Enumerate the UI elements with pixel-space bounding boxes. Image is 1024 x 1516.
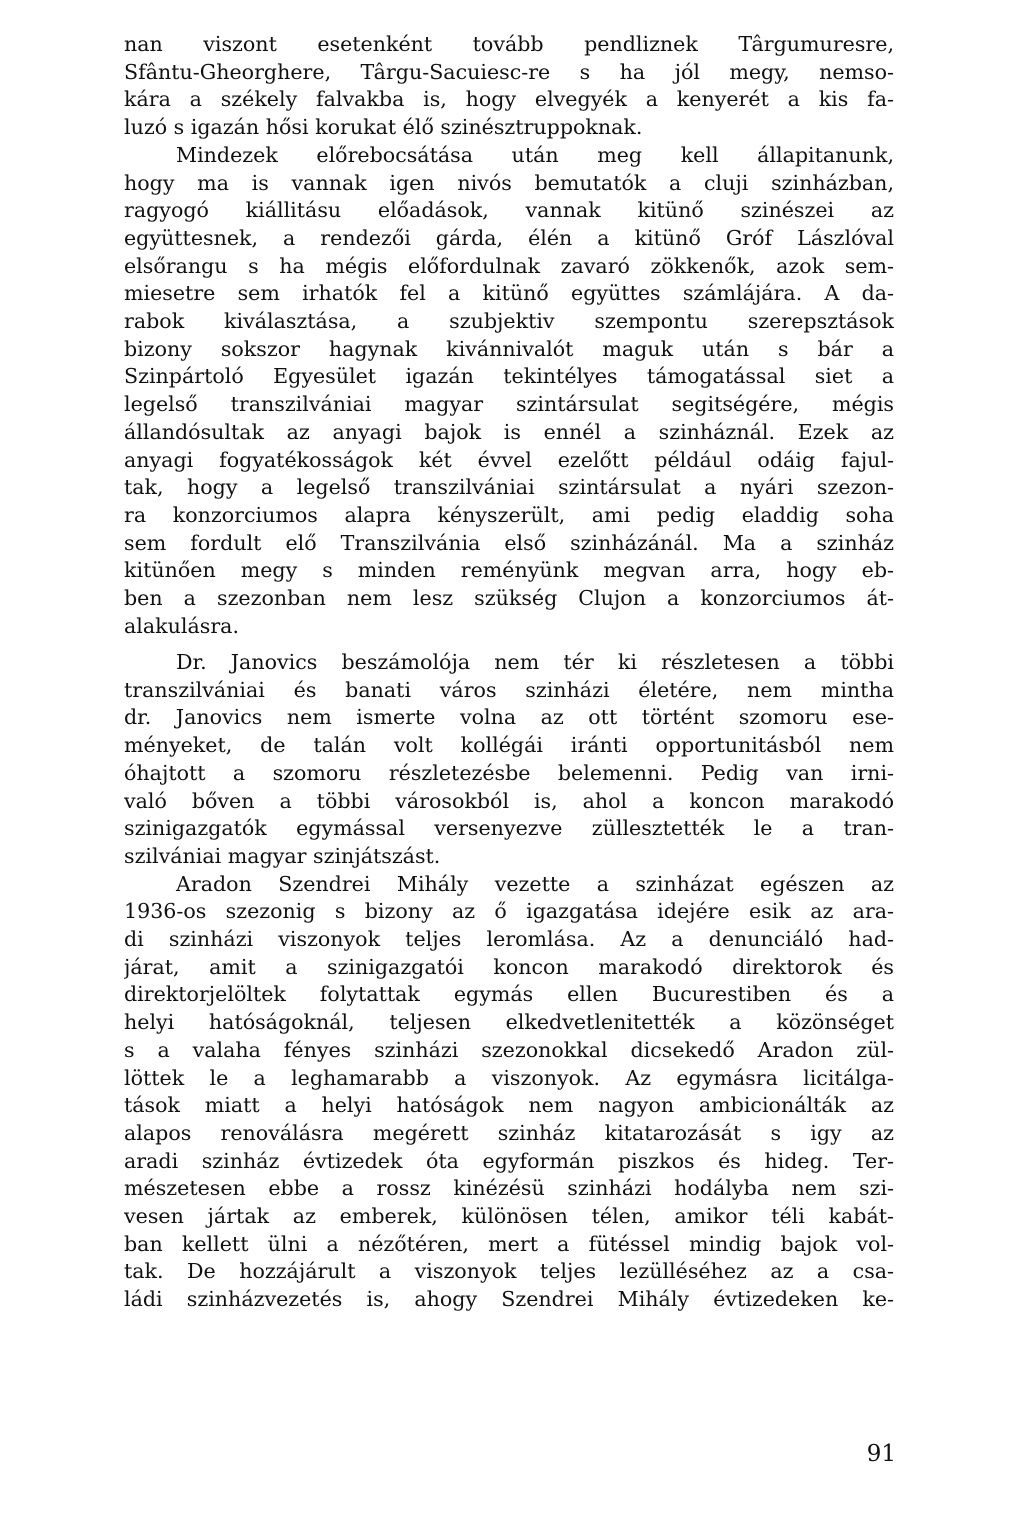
text-line: állandósultak az anyagi bajok is ennél a szinháznál. Ezek az bbox=[124, 419, 894, 444]
text-line: s a valaha fényes szinházi szezonokkal dicsekedő Aradon zül- bbox=[124, 1037, 894, 1062]
text-line: transzilvániai és banati város szinházi életére, nem mintha bbox=[124, 677, 894, 702]
text-line: hogy ma is vannak igen nivós bemutatók a cluji szinházban, bbox=[124, 170, 894, 195]
paragraph-block-1 bbox=[124, 31, 894, 640]
text-line: Sfântu-Gheorghere, Târgu-Sacuiesc-re s ha jól megy, nemso- bbox=[124, 59, 894, 84]
text-line: járat, amit a szinigazgatói koncon marakodó direktorok és bbox=[124, 954, 894, 979]
text-line: helyi hatóságoknál, teljesen elkedvetlenitették a közönséget bbox=[124, 1010, 894, 1035]
text-line: nan viszont esetenként tovább pendliznek Târgumuresre, bbox=[124, 32, 894, 56]
text-line: Aradon Szendrei Mihály vezette a szinházat egészen az bbox=[176, 871, 894, 896]
paragraph-block-2 bbox=[124, 649, 894, 1314]
text-line: aradi szinház évtizedek óta egyformán piszkos és hideg. Ter- bbox=[124, 1148, 894, 1173]
text-line: alakulásra. bbox=[124, 613, 239, 638]
text-line: kitünően megy s minden reményünk megvan arra, hogy eb- bbox=[124, 558, 894, 583]
text-line: Mindezek előrebocsátása után meg kell állapitanunk, bbox=[176, 142, 894, 167]
text-line: ládi szinházvezetés is, ahogy Szendrei Mihály évtizedeken ke- bbox=[124, 1287, 894, 1312]
text-line: mészetesen ebbe a rossz kinézésü szinházi hodályba nem szi- bbox=[124, 1176, 894, 1201]
text-line: való bőven a többi városokból is, ahol a koncon marakodó bbox=[124, 788, 894, 813]
text-line: direktorjelöltek folytattak egymás ellen Bucurestiben és a bbox=[124, 982, 894, 1007]
text-line: tak. De hozzájárult a viszonyok teljes lezülléséhez az a csa- bbox=[124, 1259, 894, 1284]
text-line: kára a székely falvakba is, hogy elvegyék a kenyerét a kis fa- bbox=[124, 87, 894, 112]
text-line: löttek le a leghamarabb a viszonyok. Az egymásra licitálga- bbox=[124, 1065, 894, 1090]
text-line: di szinházi viszonyok teljes leromlása. Az a denunciáló had- bbox=[124, 927, 894, 952]
text-line: elsőrangu s ha mégis előfordulnak zavaró zökkenők, azok sem- bbox=[124, 253, 894, 278]
text-line: luzó s igazán hősi korukat élő szinésztruppoknak. bbox=[124, 115, 643, 140]
page-number: 91 bbox=[866, 1441, 896, 1467]
text-line: ban kellett ülni a nézőtéren, mert a fütéssel mindig bajok vol- bbox=[124, 1231, 894, 1256]
text-line: 1936-os szezonig s bizony az ő igazgatása idejére esik az ara- bbox=[124, 899, 894, 924]
text-line: ra konzorciumos alapra kényszerült, ami pedig eladdig soha bbox=[124, 502, 894, 527]
text-line: együttesnek, a rendezői gárda, élén a kitünő Gróf Lászlóval bbox=[124, 225, 894, 250]
text-line: ragyogó kiállitásu előadások, vannak kitünő szinészei az bbox=[124, 198, 894, 223]
text-line: óhajtott a szomoru részletezésbe belemenni. Pedig van irni- bbox=[124, 760, 894, 785]
text-line: dr. Janovics nem ismerte volna az ott történt szomoru ese- bbox=[124, 705, 894, 730]
text-line: Dr. Janovics beszámolója nem tér ki részletesen a többi bbox=[176, 650, 894, 674]
text-line: tak, hogy a legelső transzilvániai szintársulat a nyári szezon- bbox=[124, 475, 894, 500]
text-line: tások miatt a helyi hatóságok nem nagyon ambicionálták az bbox=[124, 1093, 894, 1118]
text-line: alapos renoválásra megérett szinház kitatarozását s igy az bbox=[124, 1120, 894, 1145]
text-line: Szinpártoló Egyesület igazán tekintélyes támogatással siet a bbox=[124, 364, 894, 389]
text-line: sem fordult elő Transzilvánia első szinházánál. Ma a szinház bbox=[124, 530, 894, 555]
text-line: bizony sokszor hagynak kivánnivalót maguk után s bár a bbox=[124, 336, 894, 361]
text-line: vesen jártak az emberek, különösen télen, amikor téli kabát- bbox=[124, 1204, 894, 1229]
text-line: miesetre sem irhatók fel a kitünő együttes számlájára. A da- bbox=[124, 281, 894, 306]
text-line: legelső transzilvániai magyar szintársulat segitségére, mégis bbox=[124, 392, 894, 417]
text-line: ményeket, de talán volt kollégái iránti opportunitásból nem bbox=[124, 733, 894, 758]
text-line: ben a szezonban nem lesz szükség Clujon a konzorciumos át- bbox=[124, 586, 894, 611]
text-line: anyagi fogyatékosságok két évvel ezelőtt például odáig fajul- bbox=[124, 447, 894, 472]
text-line: szilvániai magyar szinjátszást. bbox=[124, 843, 441, 868]
text-line: rabok kiválasztása, a szubjektiv szempontu szerepsztások bbox=[124, 309, 894, 334]
text-line: szinigazgatók egymással versenyezve züllesztették le a tran- bbox=[124, 816, 894, 841]
